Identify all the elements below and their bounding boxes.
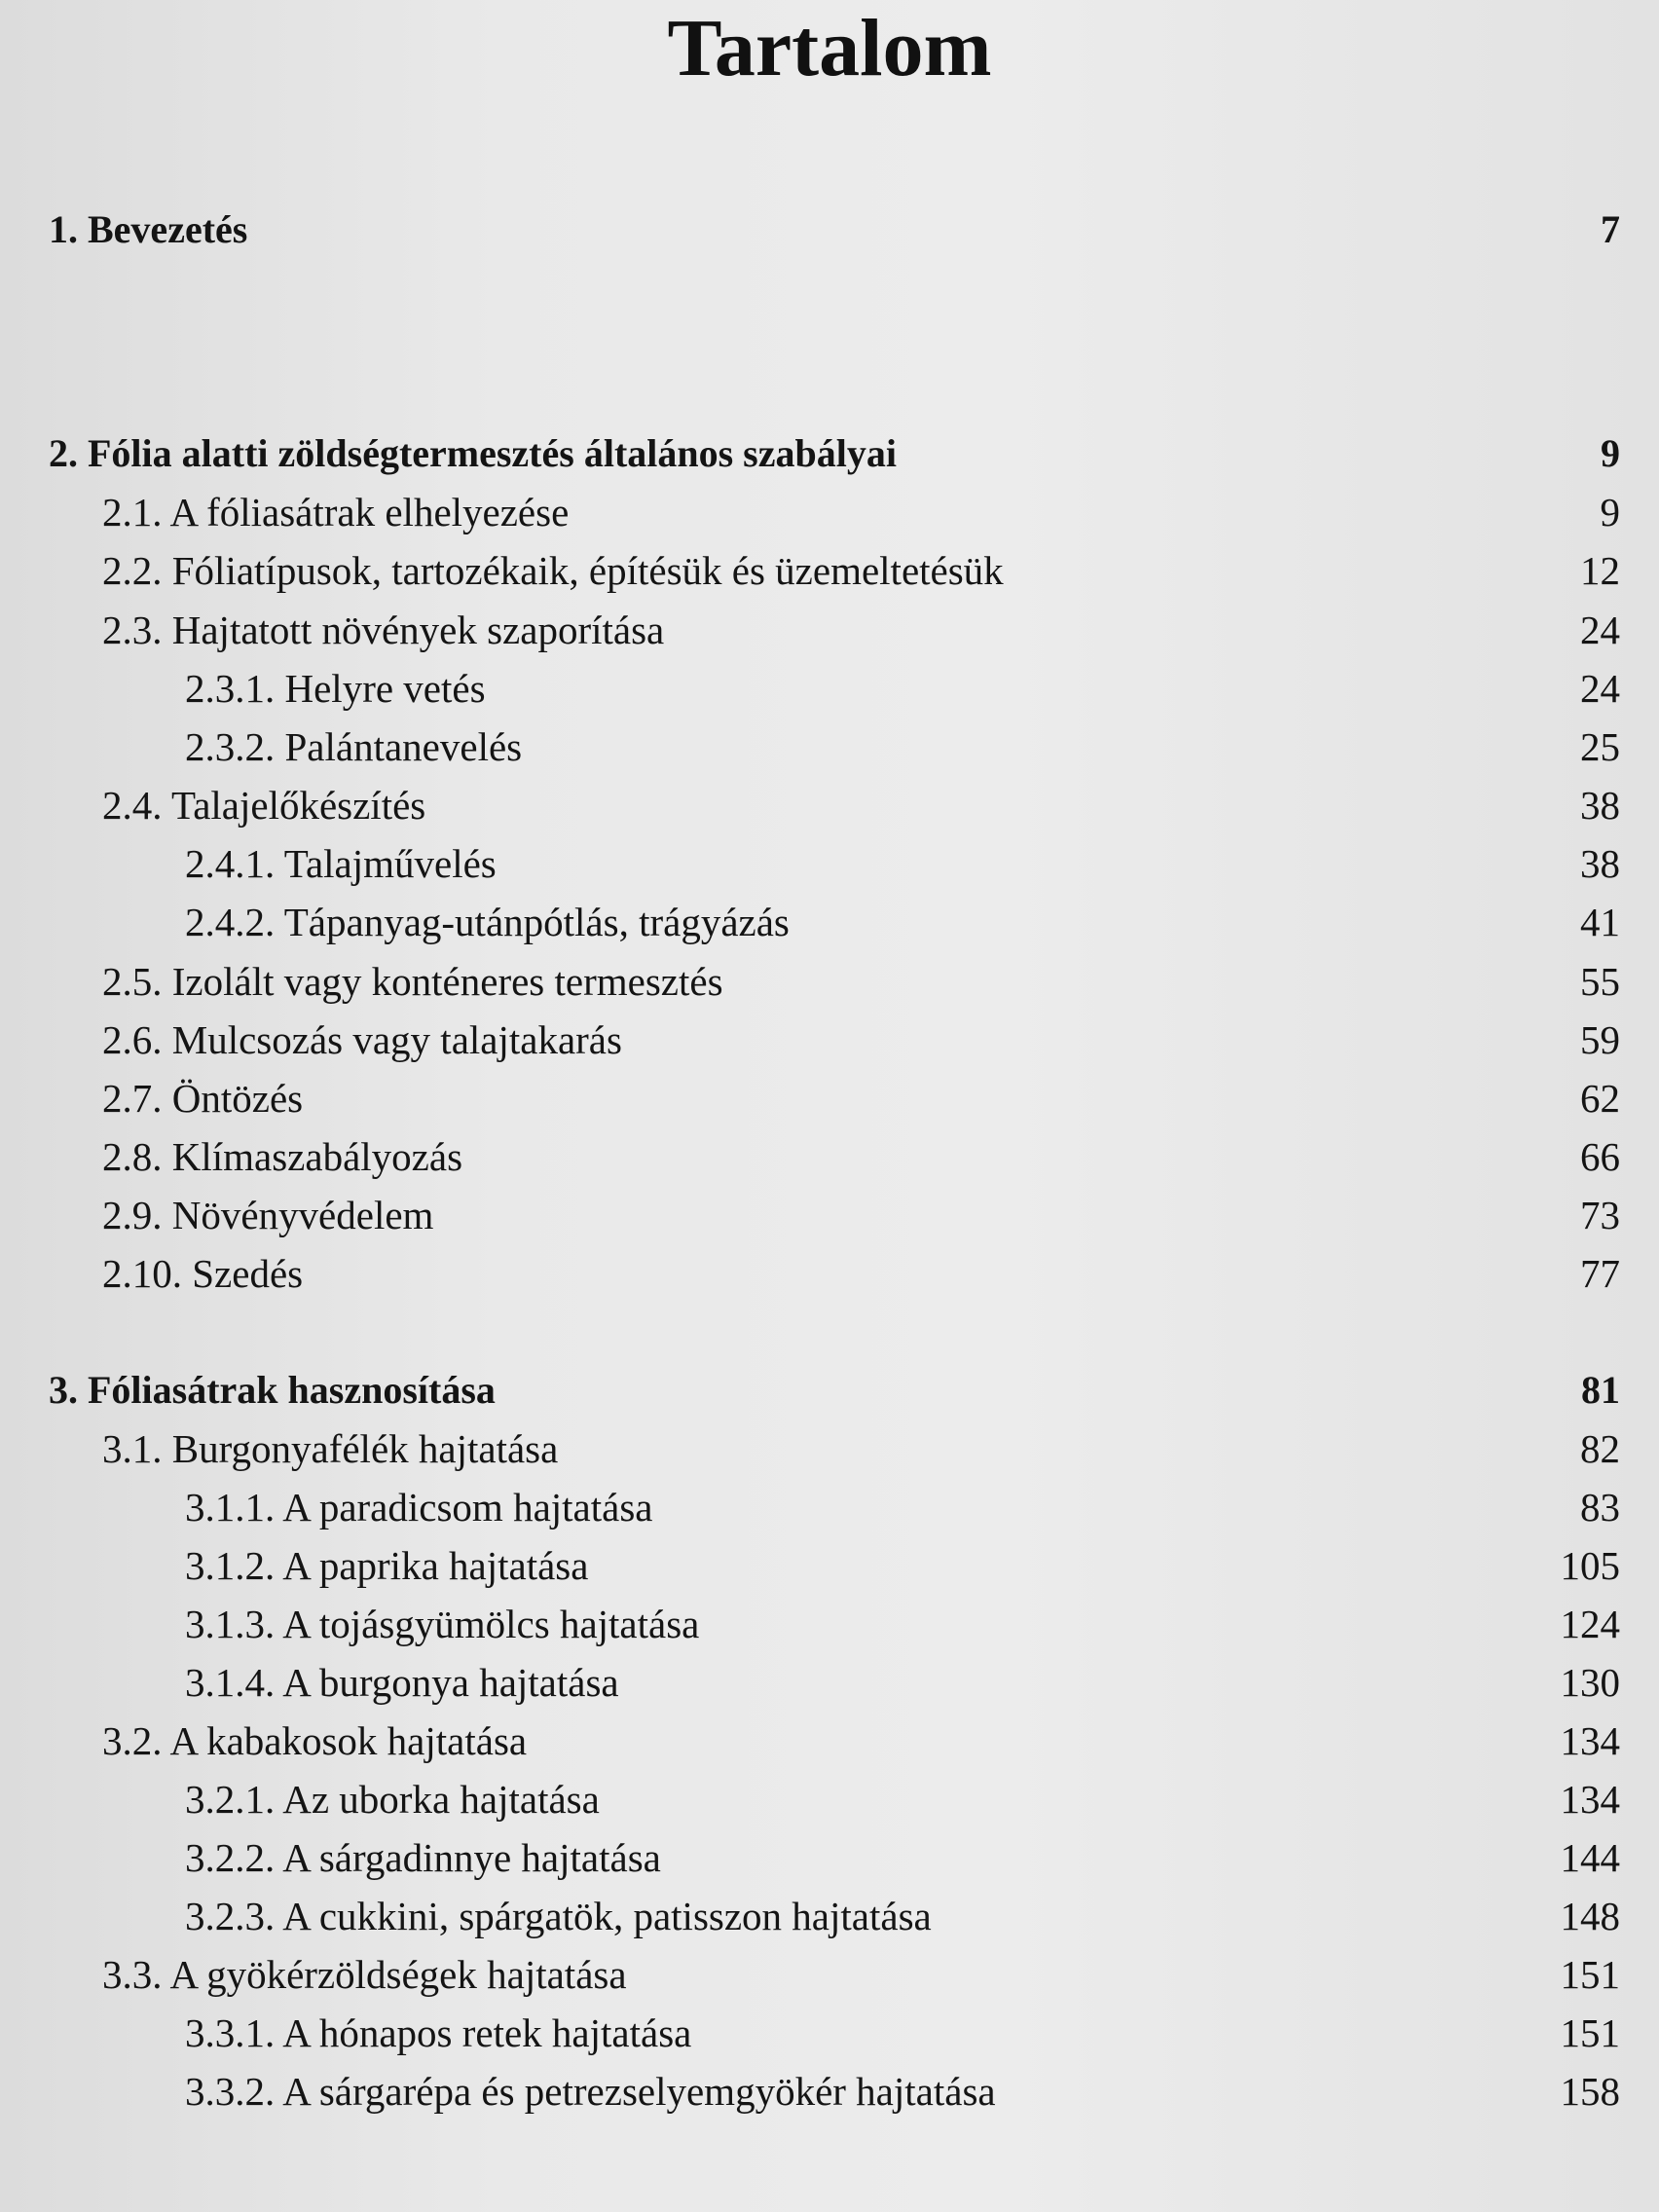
- toc-entry-title: 1. Bevezetés: [49, 207, 248, 251]
- toc-page-number: 73: [1580, 1193, 1620, 1237]
- toc-page-number: 38: [1580, 783, 1620, 828]
- toc-page-number: 38: [1580, 841, 1620, 886]
- toc-entry: [0, 893, 1659, 951]
- toc-entry: [0, 776, 1659, 834]
- toc-entry: [0, 718, 1659, 776]
- toc-entry-title: 2.3. Hajtatott növények szaporítása: [102, 608, 665, 652]
- toc-entry: [0, 483, 1659, 541]
- toc-page-number: 124: [1560, 1602, 1620, 1646]
- toc-page-number: 24: [1580, 608, 1620, 652]
- toc-entry: [0, 1011, 1659, 1069]
- toc-entry-title: 2.9. Növényvédelem: [102, 1193, 434, 1237]
- toc-entry-title: 2.10. Szedés: [102, 1251, 304, 1296]
- toc-entry: [0, 1595, 1659, 1653]
- toc-entry: [0, 601, 1659, 659]
- toc-page-number: 59: [1580, 1017, 1620, 1062]
- toc-page-number: 82: [1580, 1426, 1620, 1471]
- toc-entry-title: 2.2. Fóliatípusok, tartozékaik, építésük és üzemeltetésük: [102, 548, 1004, 593]
- toc-entry-title: 2.3.2. Palántanevelés: [185, 724, 523, 769]
- toc-entry-title: 2.4.1. Talajművelés: [185, 841, 497, 886]
- toc-page-number: 25: [1580, 724, 1620, 769]
- toc-entry-title: 2.6. Mulcsozás vagy talajtakarás: [102, 1017, 622, 1062]
- toc-entry: [0, 1127, 1659, 1186]
- toc-entry-title: 2.7. Öntözés: [102, 1076, 304, 1121]
- toc-page-number: 83: [1580, 1485, 1620, 1530]
- toc-page-number: 134: [1560, 1718, 1620, 1763]
- toc-page-number: 148: [1560, 1894, 1620, 1938]
- toc-page-number: 24: [1580, 666, 1620, 711]
- toc-entry-title: 2.8. Klímaszabályozás: [102, 1134, 463, 1179]
- toc-page-number: 151: [1560, 2010, 1620, 2055]
- toc-entry: [0, 1653, 1659, 1712]
- toc-entry-title: 3.2.3. A cukkini, spárgatök, patisszon hajtatása: [185, 1894, 932, 1938]
- toc-entry: [0, 2062, 1659, 2120]
- toc-entry-title: 2. Fólia alatti zöldségtermesztés általános szabályai: [49, 431, 897, 475]
- toc-entry-title: 3.3.1. A hónapos retek hajtatása: [185, 2010, 692, 2055]
- toc-chapter-entry: [0, 424, 1659, 483]
- toc-entry-title: 3.2. A kabakosok hajtatása: [102, 1718, 528, 1763]
- toc-entry: [0, 1244, 1659, 1303]
- toc-page-number: 130: [1560, 1660, 1620, 1705]
- toc-entry-title: 3.1. Burgonyafélék hajtatása: [102, 1426, 559, 1471]
- page-title: Tartalom: [667, 3, 992, 93]
- toc-entry: [0, 659, 1659, 718]
- toc-entry: [0, 1069, 1659, 1127]
- toc-chapter-entry: [0, 1361, 1659, 1419]
- toc-entry-title: 3.3. A gyökérzöldségek hajtatása: [102, 1952, 627, 1997]
- toc-page-number: 62: [1580, 1076, 1620, 1121]
- toc-entry: [0, 952, 1659, 1011]
- toc-entry: [0, 1945, 1659, 2004]
- toc-entry-title: 2.5. Izolált vagy konténeres termesztés: [102, 959, 723, 1004]
- toc-entry: [0, 541, 1659, 600]
- toc-page-number: 9: [1600, 490, 1620, 535]
- toc-page-number: 55: [1580, 959, 1620, 1004]
- toc-entry-title: 3. Fóliasátrak hasznosítása: [49, 1368, 496, 1412]
- toc-page-number: 7: [1601, 207, 1620, 251]
- toc-entry-title: 2.1. A fóliasátrak elhelyezése: [102, 490, 570, 535]
- toc-entry-title: 3.1.4. A burgonya hajtatása: [185, 1660, 619, 1705]
- toc-entry: [0, 1770, 1659, 1828]
- toc-entry-title: 3.1.3. A tojásgyümölcs hajtatása: [185, 1602, 700, 1646]
- toc-entry-title: 3.2.1. Az uborka hajtatása: [185, 1777, 600, 1822]
- toc-page-number: 151: [1560, 1952, 1620, 1997]
- toc-entry-title: 2.4.2. Tápanyag-utánpótlás, trágyázás: [185, 900, 790, 944]
- toc-entry: [0, 1478, 1659, 1536]
- toc-entry: [0, 2004, 1659, 2062]
- toc-entry-title: 3.3.2. A sárgarépa és petrezselyemgyökér hajtatása: [185, 2069, 996, 2114]
- toc-page-number: 66: [1580, 1134, 1620, 1179]
- toc-page-number: 158: [1560, 2069, 1620, 2114]
- toc-entry-title: 2.3.1. Helyre vetés: [185, 666, 486, 711]
- toc-entry: [0, 1887, 1659, 1945]
- toc-entry: [0, 1536, 1659, 1595]
- toc-page-number: 41: [1580, 900, 1620, 944]
- toc-page-number: 134: [1560, 1777, 1620, 1822]
- toc-chapter-entry: [0, 201, 1659, 259]
- toc-entry-title: 3.2.2. A sárgadinnye hajtatása: [185, 1835, 661, 1880]
- toc-page-number: 144: [1560, 1835, 1620, 1880]
- toc-entry: [0, 1419, 1659, 1478]
- toc-page-number: 77: [1580, 1251, 1620, 1296]
- toc-page-number: 105: [1560, 1543, 1620, 1588]
- toc-entry: [0, 834, 1659, 893]
- toc-entry: [0, 1828, 1659, 1887]
- toc-page-number: 12: [1580, 548, 1620, 593]
- toc-entry-title: 3.1.2. A paprika hajtatása: [185, 1543, 589, 1588]
- toc-entry: [0, 1712, 1659, 1770]
- toc-entry: [0, 1186, 1659, 1244]
- toc-entry-title: 2.4. Talajelőkészítés: [102, 783, 426, 828]
- toc-entry-title: 3.1.1. A paradicsom hajtatása: [185, 1485, 653, 1530]
- toc-page-number: 81: [1581, 1368, 1620, 1412]
- toc-page-number: 9: [1601, 431, 1620, 475]
